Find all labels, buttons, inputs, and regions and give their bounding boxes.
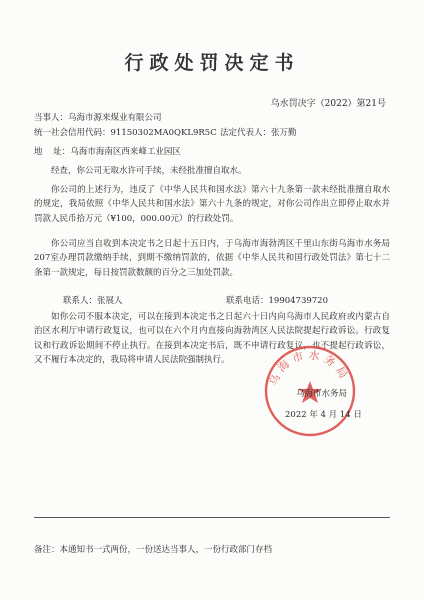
contact-line (63, 294, 123, 306)
credit-code-value: 91150302MA0QKL9R5C (110, 128, 217, 138)
issuer-name: 乌海市水务局 (296, 389, 348, 399)
address-line (34, 145, 181, 157)
credit-code-label: 统一社会信用代码： (34, 128, 111, 138)
appeal-paragraph: 如你公司不服本决定，可以在接到本决定书之日起六十日内向乌海市人民政府或内蒙古自治区水利厅申请行政复议，也可以在六个月内直接向海勃湾区人民法院提起行政诉讼。行政复议和行政诉讼期间不停止执行。在接到本决定书后，既不申请行政复议，也不提起行政诉讼，又不履行本决定的，我局将申请人民法院强制执行。 (34, 312, 390, 365)
issue-date: 2022 年 4 月 14 日 (285, 410, 362, 420)
footer-note: 备注：本通知书一式两份，一份送达当事人，一份行政部门存档 (34, 545, 273, 555)
legal-rep-line (220, 126, 297, 138)
seal-text: 乌海市水务局 (266, 348, 352, 388)
party-label: 当事人： (34, 113, 69, 123)
phone-label: 联系电话： (226, 296, 269, 306)
legal-rep-label: 法定代表人： (220, 128, 272, 138)
phone-number: 19904739720 (268, 296, 329, 306)
document-title: 行政处罚决定书 (124, 52, 300, 74)
svg-text:乌海市水务局 (266, 347, 352, 387)
violation-paragraph: 你公司的上述行为，违反了《中华人民共和国水法》第六十九条第一款未经批准擅自取水的规定，我局依照《中华人民共和国水法》第六十九条的规定，对你公司作出立即停止取水并罚款人民币拾万元（¥100，000.00元）的行政处罚。 (34, 185, 390, 224)
credit-code-line (34, 126, 217, 138)
legal-rep-name: 张万勤 (271, 128, 297, 138)
contact-name: 张展人 (97, 296, 123, 306)
address-value: 乌海市海南区西来峰工业园区 (70, 147, 181, 157)
footer-divider (34, 517, 390, 518)
contact-label: 联系人： (63, 296, 98, 306)
address-label: 地 址： (34, 147, 71, 157)
party-name: 乌海市源来煤业有限公司 (68, 113, 162, 123)
phone-line (226, 294, 328, 306)
party-line (34, 111, 162, 123)
payment-paragraph: 你公司应当自收到本决定书之日起十五日内，于乌海市海勃湾区千里山东街乌海市水务局207室办理罚款缴纳手续，到期不缴纳罚款的，依据《中华人民共和国行政处罚法》第七十二条第一款规定，每日按罚款数额的百分之三加处罚款。 (34, 239, 390, 278)
finding-paragraph: 经查，你公司无取水许可手续，未经批准擅自取水。 (51, 166, 247, 176)
document-number: 乌水罚决字（2022）第21号 (270, 99, 386, 109)
